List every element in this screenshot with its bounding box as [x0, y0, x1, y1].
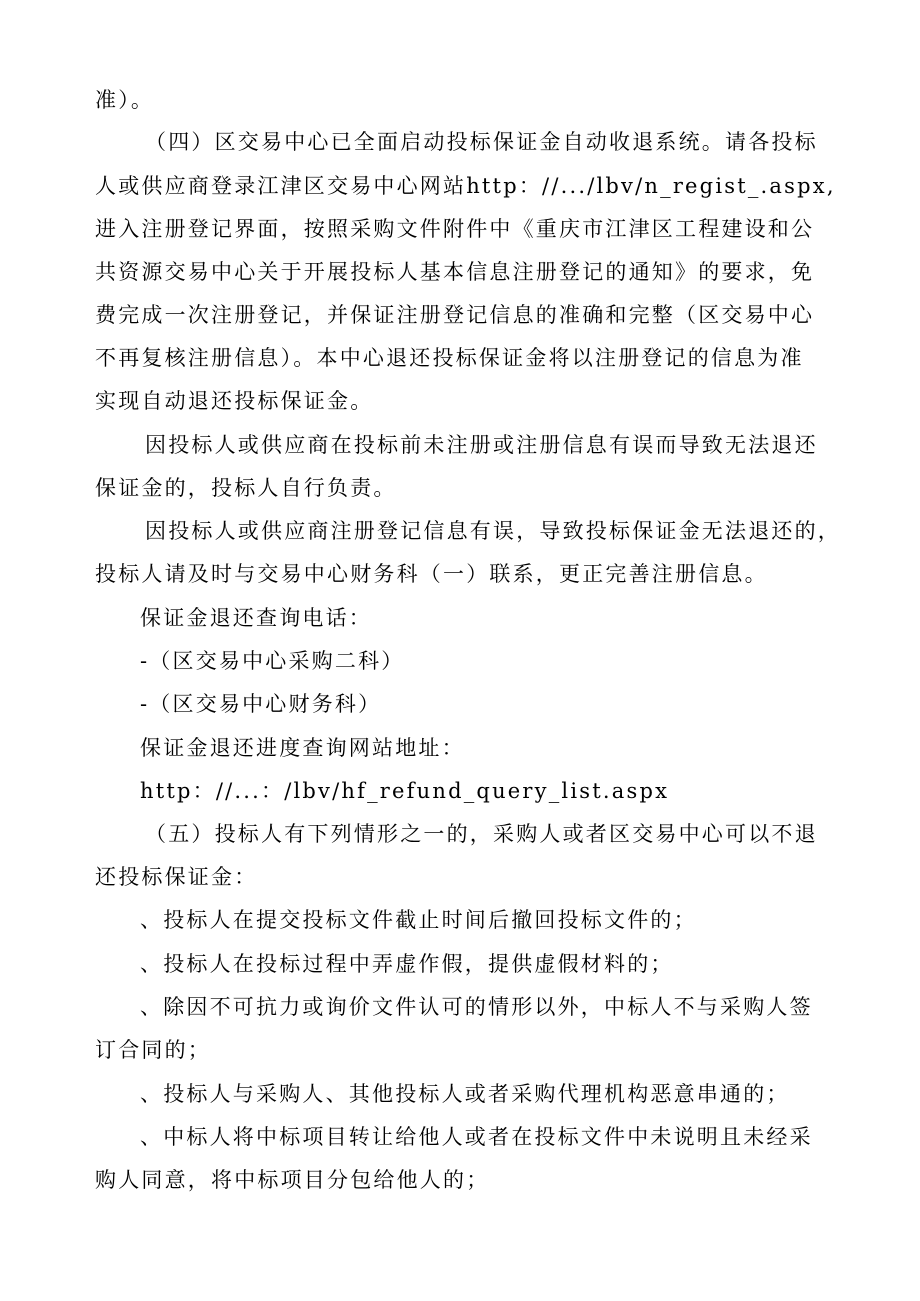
list-item: 、投标人在投标过程中弄虚作假，提供虚假材料的； — [140, 952, 674, 976]
contact-phone-procurement: -（区交易中心采购二科） — [140, 649, 405, 673]
paragraph-five-start: （五）投标人有下列情形之一的，采购人或者区交易中心可以不退 — [145, 822, 818, 846]
paragraph-four-start: （四）区交易中心已全面启动投标保证金自动收退系统。请各投标 — [145, 130, 818, 154]
refund-query-url: http：//...：/lbv/hf_refund_query_list.aspx — [140, 779, 670, 803]
text-line: 保证金的，投标人自行负责。 — [95, 476, 397, 500]
text-line-website: 人或供应商登录江津区交易中心网站http：//.../lbv/n_regist_.aspx, — [95, 174, 836, 198]
text-line: 投标人请及时与交易中心财务科（一）联系，更正完善注册信息。 — [95, 562, 768, 586]
refund-query-label: 保证金退还进度查询网站地址： — [140, 736, 465, 760]
text-line: 购人同意，将中标项目分包给他人的； — [95, 1168, 490, 1192]
list-item: 、除因不可抗力或询价文件认可的情形以外，中标人不与采购人签 — [140, 995, 813, 1019]
text-line: 订合同的； — [95, 1038, 211, 1062]
text-line-continuation: 准）。 — [95, 88, 155, 112]
list-item: 、投标人与采购人、其他投标人或者采购代理机构恶意串通的； — [140, 1082, 790, 1106]
paragraph-start: 因投标人或供应商在投标前未注册或注册信息有误而导致无法退还 — [145, 433, 818, 457]
text-line: 还投标保证金： — [95, 865, 258, 889]
text-line: 进入注册登记界面，按照采购文件附件中《重庆市江津区工程建设和公 — [95, 217, 815, 241]
text-line: 实现自动退还投标保证金。 — [95, 389, 374, 413]
contact-phone-label: 保证金退还查询电话： — [140, 606, 372, 630]
contact-phone-finance: -（区交易中心财务科） — [140, 692, 382, 716]
text-line: 不再复核注册信息）。本中心退还投标保证金将以注册登记的信息为准 — [95, 346, 804, 370]
text-line: 共资源交易中心关于开展投标人基本信息注册登记的通知》的要求，免 — [95, 260, 815, 284]
paragraph-start: 因投标人或供应商注册登记信息有误，导致投标保证金无法退还的， — [145, 519, 841, 543]
list-item: 、中标人将中标项目转让给他人或者在投标文件中未说明且未经采 — [140, 1125, 813, 1149]
text-line: 费完成一次注册登记，并保证注册登记信息的准确和完整（区交易中心 — [95, 303, 815, 327]
list-item: 、投标人在提交投标文件截止时间后撤回投标文件的； — [140, 908, 697, 932]
